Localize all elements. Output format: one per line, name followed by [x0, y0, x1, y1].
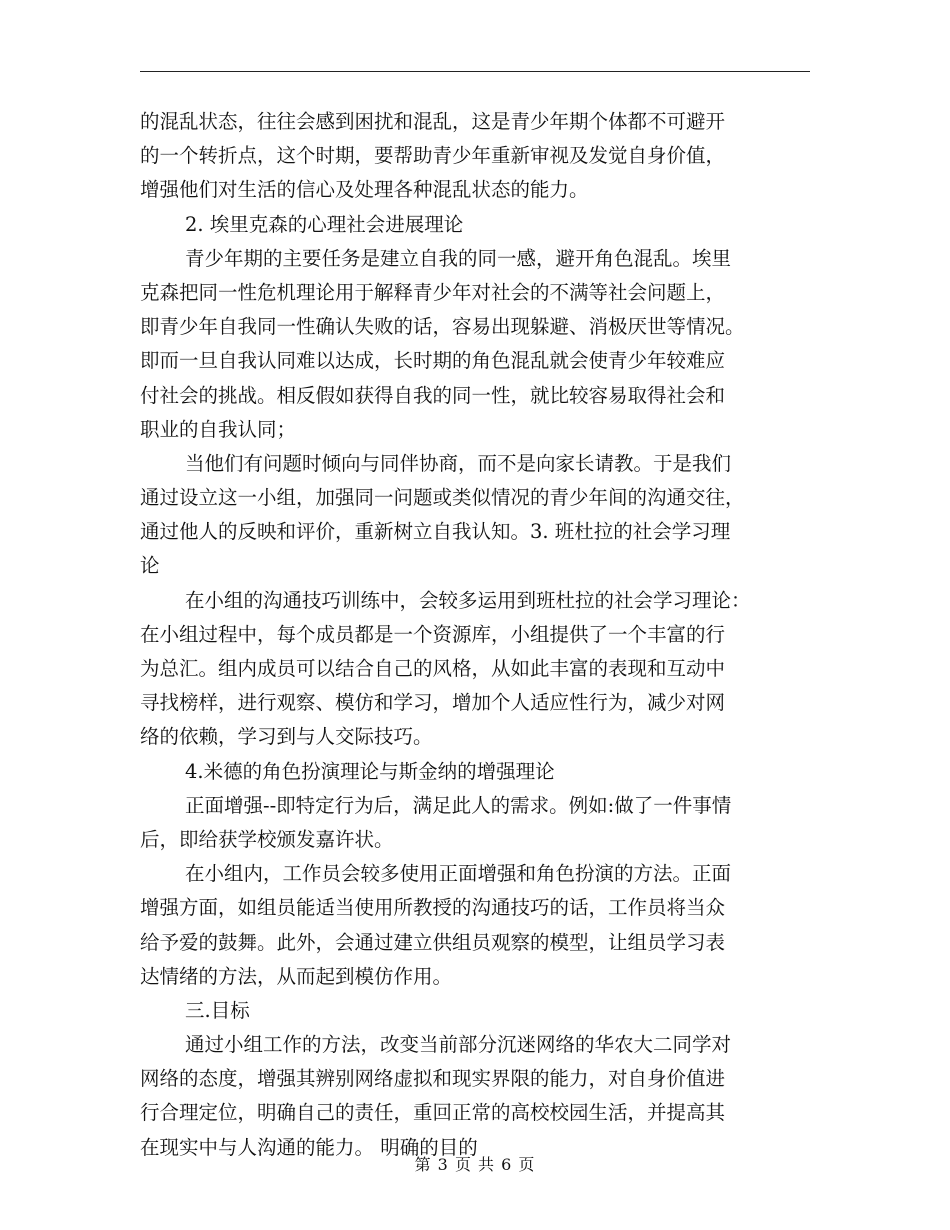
text-line: 增强方面，如组员能适当使用所教授的沟通技巧的话，工作员将当众	[140, 896, 726, 920]
text-line: 通过小组工作的方法，改变当前部分沉迷网络的华农大二同学对	[185, 1033, 732, 1057]
text-line: 正面增强--即特定行为后，满足此人的需求。例如:做了一件事情	[185, 793, 732, 817]
text-line: 在小组内，工作员会较多使用正面增强和角色扮演的方法。正面	[185, 862, 732, 886]
text-line: 青少年期的主要任务是建立自我的同一感，避开角色混乱。埃里	[185, 246, 732, 270]
text-line: 行合理定位，明确自己的责任，重回正常的高校校园生活，并提高其	[140, 1101, 726, 1125]
text-line: 网络的态度，增强其辨别网络虚拟和现实界限的能力，对自身价值进	[140, 1067, 726, 1091]
text-line: 即而一旦自我认同难以达成，长时期的角色混乱就会使青少年较难应	[140, 349, 726, 373]
header-rule	[140, 71, 810, 72]
text-line: 即青少年自我同一性确认失败的话，容易出现躲避、消极厌世等情况。	[140, 315, 745, 339]
text-line: 2. 埃里克森的心理社会进展理论	[185, 212, 464, 236]
text-line: 在小组的沟通技巧训练中，会较多运用到班杜拉的社会学习理论：	[185, 588, 751, 612]
text-line: 克森把同一性危机理论用于解释青少年对社会的不满等社会问题上，	[140, 280, 726, 304]
text-line: 寻找榜样，进行观察、模仿和学习，增加个人适应性行为，减少对网	[140, 691, 726, 715]
document-body	[140, 105, 810, 1165]
text-line: 后，即给获学校颁发嘉许状。	[140, 827, 394, 851]
text-line: 达情绪的方法，从而起到模仿作用。	[140, 964, 453, 988]
text-line: 络的依赖，学习到与人交际技巧。	[140, 725, 433, 749]
text-line: 职业的自我认同；	[140, 417, 297, 441]
text-line: 三.目标	[185, 998, 250, 1022]
text-line: 给予爱的鼓舞。此外，会通过建立供组员观察的模型，让组员学习表	[140, 930, 726, 954]
text-line: 4.米德的角色扮演理论与斯金纳的增强理论	[185, 759, 555, 783]
text-line: 在小组过程中，每个成员都是一个资源库，小组提供了一个丰富的行	[140, 622, 726, 646]
text-line: 通过设立这一小组，加强同一问题或类似情况的青少年间的沟通交往，	[140, 486, 745, 510]
text-line: 在现实中与人沟通的能力。 明确的目的	[140, 1135, 478, 1159]
text-line: 的一个转折点，这个时期，要帮助青少年重新审视及发觉自身价值，	[140, 144, 726, 168]
text-line: 增强他们对生活的信心及处理各种混乱状态的能力。	[140, 178, 589, 202]
text-line: 付社会的挑战。相反假如获得自我的同一性，就比较容易取得社会和	[140, 383, 726, 407]
text-line: 为总汇。组内成员可以结合自己的风格，从如此丰富的表现和互动中	[140, 657, 726, 680]
page-footer: 第 3 页 共 6 页	[414, 1155, 536, 1174]
text-line: 通过他人的反映和评价，重新树立自我认知。3. 班杜拉的社会学习理	[140, 520, 731, 544]
text-line: 的混乱状态，往往会感到困扰和混乱，这是青少年期个体都不可避开	[140, 110, 726, 133]
text-line: 当他们有问题时倾向与同伴协商，而不是向家长请教。于是我们	[185, 451, 732, 475]
text-line: 论	[140, 554, 160, 578]
